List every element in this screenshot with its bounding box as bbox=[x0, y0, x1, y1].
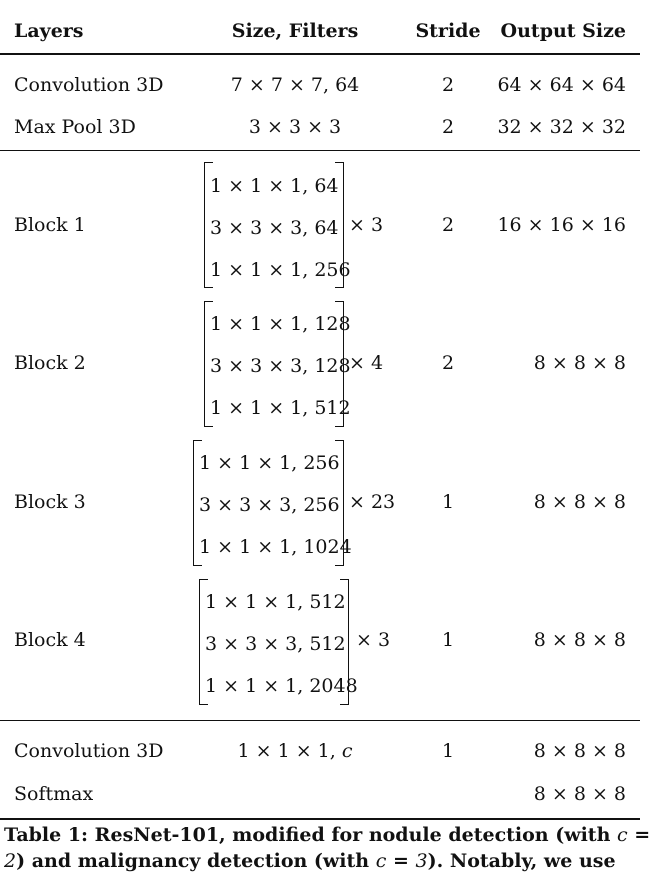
block4-output: 8 × 8 × 8 bbox=[533, 629, 626, 651]
table-caption-line-2 bbox=[4, 848, 636, 874]
softmax-output: 8 × 8 × 8 bbox=[533, 783, 626, 805]
conv-final-layer: Convolution 3D bbox=[14, 740, 164, 762]
maxpool-layer: Max Pool 3D bbox=[14, 116, 136, 138]
conv1-size: 7 × 7 × 7, 64 bbox=[230, 74, 360, 96]
block3-stride: 1 bbox=[441, 491, 455, 513]
caption-line1-var: c bbox=[617, 824, 628, 846]
maxpool-output: 32 × 32 × 32 bbox=[497, 116, 626, 138]
block4-stride: 1 bbox=[441, 629, 455, 651]
block1-filter-matrix bbox=[204, 162, 351, 288]
header-layers: Layers bbox=[14, 20, 84, 42]
block4-filter-1: 1 × 1 × 1, 512 bbox=[205, 591, 346, 613]
header-output-size: Output Size bbox=[500, 20, 626, 42]
conv1-output: 64 × 64 × 64 bbox=[497, 74, 626, 96]
caption-line2-eq: = bbox=[386, 850, 416, 872]
conv-final-size-var: c bbox=[341, 740, 353, 762]
conv-final-size-prefix: 1 × 1 × 1, bbox=[237, 740, 342, 762]
block1-repeat: × 3 bbox=[349, 214, 384, 236]
caption-line2-start: 2 bbox=[4, 850, 17, 872]
block1-filter-1: 1 × 1 × 1, 64 bbox=[210, 175, 339, 197]
caption-line2-end: ). Notably, we use bbox=[427, 850, 616, 872]
block4-filter-3: 1 × 1 × 1, 2048 bbox=[205, 675, 358, 697]
section-rule bbox=[0, 150, 640, 151]
block4-repeat: × 3 bbox=[356, 629, 391, 651]
caption-line2-text: ) and malignancy detection (with bbox=[16, 850, 376, 872]
caption-line1-end: = bbox=[627, 824, 650, 846]
block2-layer: Block 2 bbox=[14, 352, 86, 374]
block4-filter-2: 3 × 3 × 3, 512 bbox=[205, 633, 346, 655]
conv-final-output: 8 × 8 × 8 bbox=[533, 740, 626, 762]
block3-filter-2: 3 × 3 × 3, 256 bbox=[199, 494, 340, 516]
block4-filter-matrix bbox=[199, 579, 358, 705]
table-caption-line-1 bbox=[4, 822, 650, 848]
block1-stride: 2 bbox=[441, 214, 455, 236]
block4-layer: Block 4 bbox=[14, 629, 86, 651]
header-size-filters: Size, Filters bbox=[231, 20, 359, 42]
block1-layer: Block 1 bbox=[14, 214, 86, 236]
header-rule bbox=[0, 53, 640, 55]
block3-filter-1: 1 × 1 × 1, 256 bbox=[199, 452, 340, 474]
block2-repeat: × 4 bbox=[349, 352, 384, 374]
block2-filter-1: 1 × 1 × 1, 128 bbox=[210, 313, 351, 335]
block1-filter-2: 3 × 3 × 3, 64 bbox=[210, 217, 339, 239]
conv1-layer: Convolution 3D bbox=[14, 74, 164, 96]
block3-layer: Block 3 bbox=[14, 491, 86, 513]
block2-filter-3: 1 × 1 × 1, 512 bbox=[210, 397, 351, 419]
header-stride: Stride bbox=[415, 20, 481, 42]
conv-final-size bbox=[190, 739, 400, 763]
block2-filter-2: 3 × 3 × 3, 128 bbox=[210, 355, 351, 377]
softmax-layer: Softmax bbox=[14, 783, 94, 805]
block2-stride: 2 bbox=[441, 352, 455, 374]
block3-filter-3: 1 × 1 × 1, 1024 bbox=[199, 536, 352, 558]
block1-output: 16 × 16 × 16 bbox=[497, 214, 626, 236]
conv-final-stride: 1 bbox=[441, 740, 455, 762]
block3-repeat: × 23 bbox=[349, 491, 396, 513]
block2-filter-matrix bbox=[204, 301, 351, 427]
conv1-stride: 2 bbox=[441, 74, 455, 96]
caption-line1-text: Table 1: ResNet-101, modified for nodule detection (with bbox=[4, 824, 618, 846]
section-rule bbox=[0, 720, 640, 721]
maxpool-stride: 2 bbox=[441, 116, 455, 138]
block1-filter-3: 1 × 1 × 1, 256 bbox=[210, 259, 351, 281]
bottom-rule bbox=[0, 818, 640, 820]
maxpool-size: 3 × 3 × 3 bbox=[248, 116, 342, 138]
block2-output: 8 × 8 × 8 bbox=[533, 352, 626, 374]
block3-output: 8 × 8 × 8 bbox=[533, 491, 626, 513]
caption-line2-var: c bbox=[375, 850, 387, 872]
block3-filter-matrix bbox=[193, 440, 352, 566]
caption-line2-val: 3 bbox=[415, 850, 428, 872]
